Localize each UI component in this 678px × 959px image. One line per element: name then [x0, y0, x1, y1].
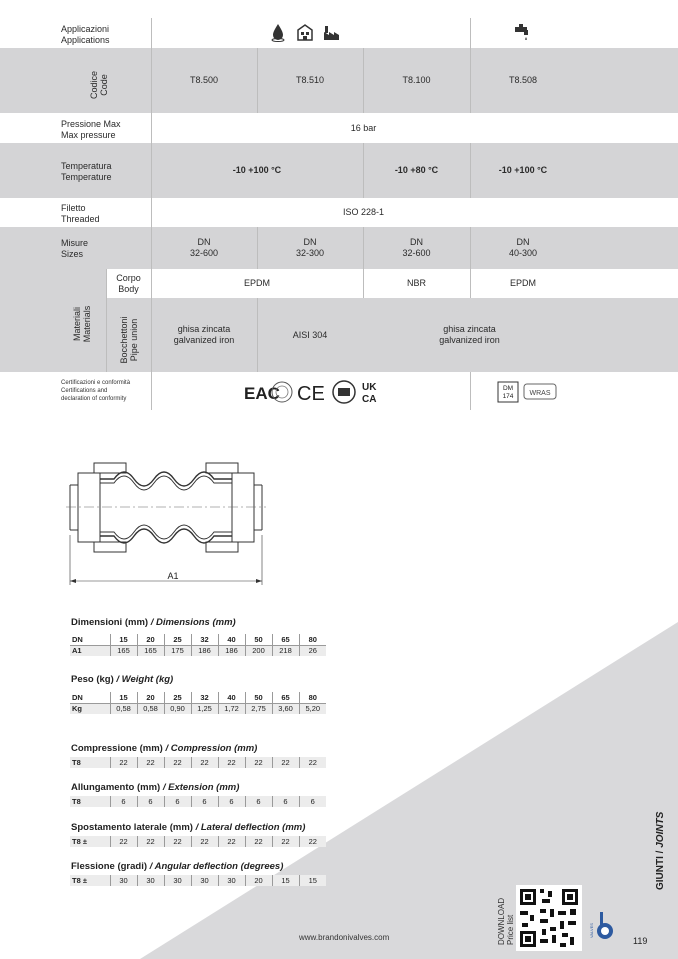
approval-marks: [497, 381, 559, 403]
size-3: DN 32-600: [402, 237, 431, 258]
water-drop-icon: [272, 24, 284, 42]
svg-text:DM: DM: [502, 385, 514, 392]
union-2: AISI 304: [292, 329, 328, 340]
compression-title: Compressione (mm) / Compression (mm): [71, 743, 258, 754]
download-label: DOWNLOAD Price list: [497, 897, 515, 945]
svg-text:VALVES: VALVES: [589, 923, 594, 938]
section-side-label: GIUNTI / JOINTS: [655, 811, 666, 890]
angular-table: [70, 875, 326, 886]
acs-seal-icon: [333, 381, 355, 403]
angular-title: Flessione (gradi) / Angular deflection (degrees): [71, 861, 284, 872]
svg-text:EAC: EAC: [244, 384, 280, 403]
code-label: Codice Code: [89, 71, 109, 100]
sizes-label: Misure Sizes: [61, 238, 89, 259]
certifications-label: Certificazioni e conformità Certifications and declaration of conformity: [61, 380, 131, 402]
body-1: EPDM: [243, 278, 270, 288]
dimensions-table: [70, 634, 326, 656]
pressure-label: Pressione Max Max pressure: [61, 119, 121, 140]
union-3: ghisa zincata galvanized iron: [439, 324, 500, 345]
applications-icons: [270, 22, 345, 42]
size-2: DN 32-300: [295, 237, 325, 258]
angular-row: T8 ± 30 30 30 30 30 20 15 15: [70, 875, 326, 886]
threaded-value: ISO 228-1: [342, 207, 385, 217]
union-1: ghisa zincata galvanized iron: [173, 324, 235, 345]
weight-title: Peso (kg) / Weight (kg): [71, 674, 174, 685]
eac-mark-icon: [244, 384, 280, 403]
ce-mark-icon: [297, 383, 325, 405]
code-1: T8.500: [189, 75, 219, 85]
svg-text:CA: CA: [362, 394, 377, 405]
tap-icon: [513, 22, 533, 42]
extension-row: T8 6 6 6 6 6 6 6 6: [70, 796, 326, 807]
factory-icon: [324, 26, 339, 40]
extension-table: [70, 796, 326, 807]
dimension-a1-label: A1: [167, 571, 179, 581]
building-icon: [298, 25, 312, 40]
code-4: T8.508: [508, 75, 538, 85]
page-number: 119: [633, 936, 648, 946]
dm174-mark-icon: [498, 382, 518, 402]
size-4: DN 40-300: [508, 237, 538, 258]
dimensions-a1-row: A1 165 165 175 186 186 200 218 26: [70, 645, 326, 656]
joint-technical-drawing: [66, 455, 266, 590]
weight-table: [70, 692, 326, 714]
svg-text:UK: UK: [362, 382, 377, 393]
applications-label: Applicazioni Applications: [61, 24, 110, 45]
svg-text:CE: CE: [297, 383, 325, 405]
threaded-label: Filetto Threaded: [61, 203, 100, 224]
ukca-mark-icon: [362, 382, 377, 405]
dimensions-header-row: DN 15 20 25 32 40 50 65 80: [70, 634, 326, 645]
certification-marks: [244, 379, 389, 405]
body-2: NBR: [406, 278, 426, 288]
weight-kg-row: Kg 0,58 0,58 0,90 1,25 1,72 2,75 3,60 5,20: [70, 703, 326, 714]
body-label: Corpo Body: [116, 272, 141, 294]
svg-text:174: 174: [502, 393, 514, 400]
temperature-3: -10 +100 °C: [498, 165, 548, 175]
size-1: DN 32-600: [189, 237, 219, 258]
extension-title: Allungamento (mm) / Extension (mm): [71, 782, 240, 793]
qr-code-icon[interactable]: [516, 885, 582, 951]
temperature-label: Temperatura Temperature: [61, 161, 112, 182]
pressure-value: 16 bar: [350, 122, 377, 133]
union-label: Bocchettoni Pipe union: [119, 316, 139, 364]
lateral-row: T8 ± 22 22 22 22 22 22 22 22: [70, 836, 326, 847]
compression-table: [70, 757, 326, 768]
weight-header-row: DN 15 20 25 32 40 50 65 80: [70, 692, 326, 703]
code-2: T8.510: [295, 75, 325, 85]
temperature-1: -10 +100 °C: [232, 165, 282, 175]
temperature-2: -10 +80 °C: [394, 165, 439, 175]
lateral-title: Spostamento laterale (mm) / Lateral deflection (mm): [71, 822, 306, 833]
lateral-table: [70, 836, 326, 847]
materials-label: Materiali Materials: [72, 305, 92, 343]
wras-mark-icon: [524, 384, 556, 399]
dimensions-title: Dimensioni (mm) / Dimensions (mm): [71, 617, 236, 628]
website-url[interactable]: www.brandonivalves.com: [299, 933, 390, 942]
code-3: T8.100: [402, 75, 431, 85]
compression-row: T8 22 22 22 22 22 22 22 22: [70, 757, 326, 768]
body-3: EPDM: [509, 278, 536, 288]
materials-label-bg: [0, 269, 106, 298]
svg-text:WRAS: WRAS: [529, 390, 551, 397]
brandoni-logo-icon: [588, 910, 616, 942]
